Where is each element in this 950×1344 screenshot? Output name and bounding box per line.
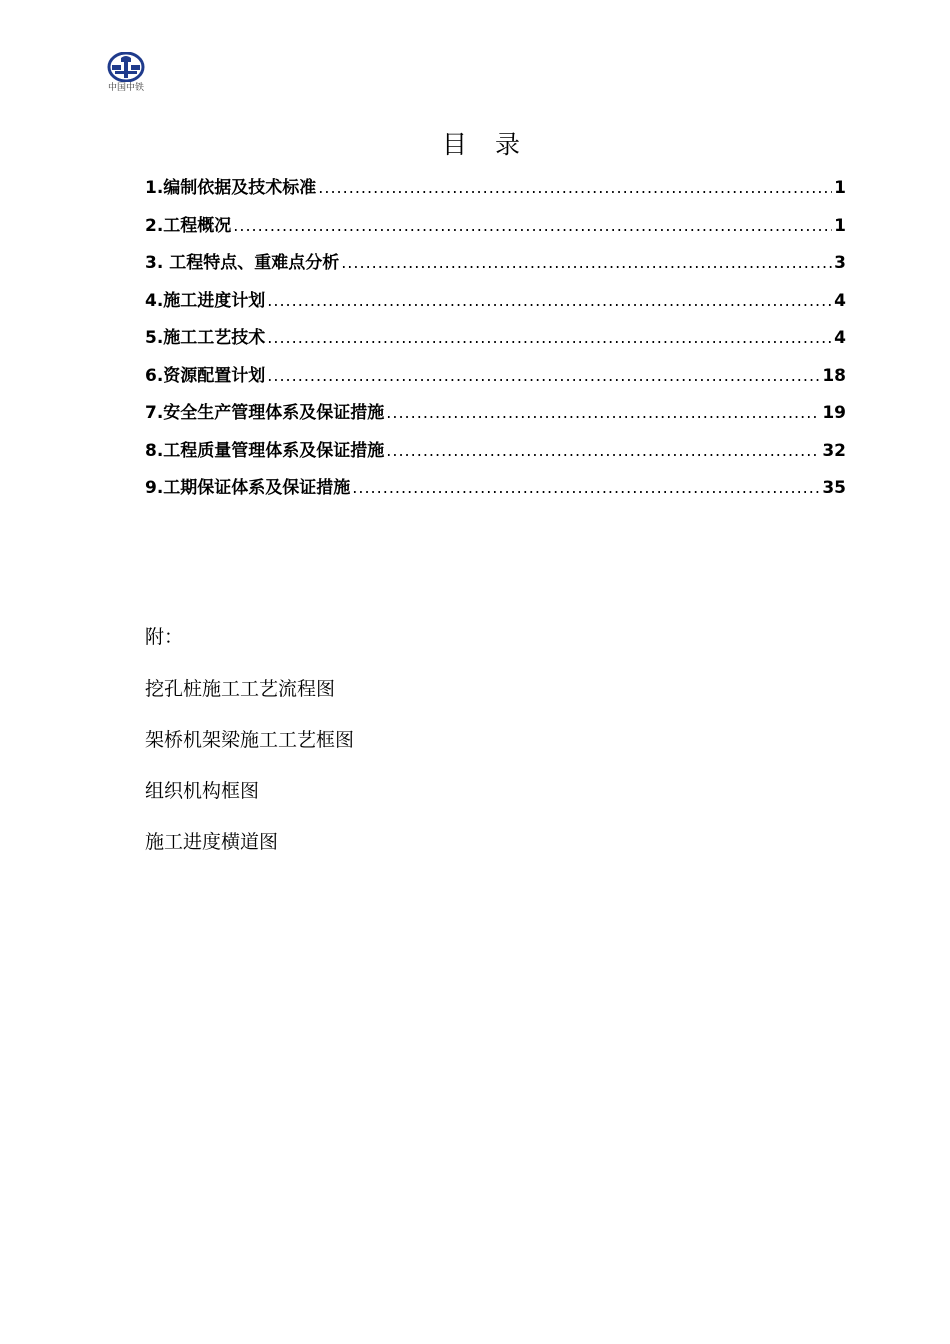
toc-entry-page: 18: [822, 365, 846, 386]
toc-entry[interactable]: [145, 471, 846, 509]
appendix-item: 挖孔桩施工工艺流程图: [145, 678, 336, 700]
toc-entry-label: 5.施工工艺技术: [145, 328, 266, 348]
appendix-heading: 附：: [145, 626, 184, 648]
toc-entry-label: 7.安全生产管理体系及保证措施: [145, 403, 385, 423]
toc-entry-page: 1: [834, 215, 846, 236]
toc-leader-dots: [267, 359, 820, 393]
crec-logo-icon: [107, 52, 145, 82]
appendix-item: 施工进度横道图: [145, 831, 279, 853]
toc-title: 目录: [441, 130, 548, 159]
company-logo: [102, 52, 150, 98]
toc-entry-page: 32: [822, 440, 846, 461]
toc-leader-dots: [233, 209, 832, 243]
toc-entry[interactable]: [145, 209, 846, 247]
toc-entry-page: 35: [822, 478, 846, 498]
toc-entry-label: 4.施工进度计划: [145, 290, 266, 311]
toc-entry[interactable]: [145, 434, 846, 472]
toc-entry-label: 6.资源配置计划: [145, 365, 266, 386]
toc-entry-page: 3: [834, 253, 846, 273]
toc-leader-dots: [386, 434, 820, 468]
toc-leader-dots: [352, 471, 820, 505]
toc-leader-dots: [267, 321, 832, 355]
toc-entry[interactable]: [145, 396, 846, 434]
logo-text: 中国中铁: [107, 83, 144, 93]
toc-entry-label: 1.编制依据及技术标准: [145, 178, 317, 198]
toc-entry-page: 19: [822, 403, 846, 423]
toc-leader-dots: [267, 284, 832, 318]
toc-entry[interactable]: [145, 284, 846, 322]
table-of-contents: [145, 171, 846, 509]
toc-entry-label: 2.工程概况: [145, 215, 232, 236]
toc-entry-label: 3. 工程特点、重难点分析: [145, 253, 340, 273]
appendix-item: 架桥机架梁施工工艺框图: [145, 729, 355, 751]
appendix-item: 组织机构框图: [145, 780, 260, 802]
toc-leader-dots: [318, 171, 832, 205]
toc-entry-page: 1: [834, 178, 846, 198]
toc-entry[interactable]: [145, 359, 846, 397]
appendix-section: [145, 622, 354, 878]
toc-entry-page: 4: [834, 328, 846, 348]
toc-entry-label: 8.工程质量管理体系及保证措施: [145, 440, 385, 461]
toc-entry[interactable]: [145, 246, 846, 284]
toc-leader-dots: [341, 246, 832, 280]
toc-entry[interactable]: [145, 171, 846, 209]
toc-entry[interactable]: [145, 321, 846, 359]
toc-leader-dots: [386, 396, 820, 430]
toc-entry-label: 9.工期保证体系及保证措施: [145, 478, 351, 498]
toc-entry-page: 4: [834, 290, 846, 311]
